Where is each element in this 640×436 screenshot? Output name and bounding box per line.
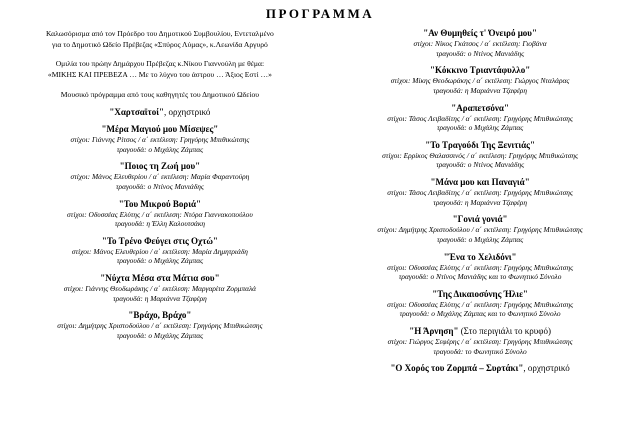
page-title: ΠΡΟΓΡΑΜΜΑ xyxy=(265,6,375,21)
song-credit: στίχοι: Τάσος Λειβαδίτης / α΄ εκτέλεση: Γρηγόρης Μπιθικώτσης xyxy=(387,113,573,123)
intro-line: για το Δημοτικό Ωδείο Πρέβεζας «Σπύρος Λύμας», κ.Λεωνίδα Αργυρό xyxy=(51,40,268,49)
song-credit: στίχοι: Δημήτρης Χριστοδούλου / α΄ εκτέλεση: Γρηγόρης Μπιθικώτσης xyxy=(57,321,263,331)
song-title-text: "Χαρτσαϊτοί" xyxy=(109,107,164,117)
song-title-text: "Κόκκινο Τριαντάφυλλο" xyxy=(430,65,531,76)
song-item xyxy=(330,252,630,282)
song-title-text: "Γονιά γονιά" xyxy=(452,214,508,225)
song-title xyxy=(330,177,630,187)
song-title xyxy=(330,252,630,262)
song-title-text: "Η Άρνηση" xyxy=(409,326,459,336)
song-credit: στίχοι: Γιάννης Θεοδωράκης / α΄ εκτέλεση: Μαργαρίτα Ζορμπαλά xyxy=(63,284,257,293)
song-title-text: "Αν Θυμηθείς τ' Όνειρό μου" xyxy=(423,28,537,38)
song-performer: τραγουδά: ο Μιχάλης Ζάμπας xyxy=(116,144,204,154)
song-item xyxy=(330,214,630,244)
song-credit: στίχοι: Νίκος Γκάτσος / α΄ εκτέλεση: Γιοβάνα xyxy=(413,39,547,48)
song-item xyxy=(10,124,310,154)
song-title xyxy=(330,103,630,113)
song-item xyxy=(330,363,630,373)
song-item xyxy=(330,65,630,95)
song-title xyxy=(330,65,630,75)
song-credit: στίχοι: Ερρίκος Θαλασσινός / α΄ εκτέλεση: Γρηγόρης Μπιθικώτσης xyxy=(382,150,579,160)
song-credit: στίχοι: Γιάννης Ρίτσος / α΄ εκτέλεση: Γρηγόρης Μπιθικώτσης xyxy=(70,135,250,144)
song-title xyxy=(330,140,630,150)
song-item xyxy=(330,28,630,58)
speech-line: Ομιλία του πρώην Δημάρχου Πρέβεζας κ.Νίκου Γιαννούλη με θέμα: xyxy=(55,59,265,68)
welcome-intro xyxy=(10,28,310,50)
right-column xyxy=(326,28,630,380)
song-title xyxy=(330,326,630,336)
song-performer: τραγουδά: το Φωνητικό Σύνολο xyxy=(433,346,527,356)
right-song-list xyxy=(330,28,630,373)
song-credit: στίχοι: Μίκης Θεοδωράκης / α΄ εκτέλεση: Γιώργος Νταλάρας xyxy=(390,76,570,86)
song-title xyxy=(10,273,310,283)
song-performer: τραγουδά: ο Μιχάλης Ζάμπας xyxy=(116,256,204,266)
song-performer: τραγουδά: ο Ντίνος Μανιάδης xyxy=(436,48,525,58)
song-credit: στίχοι: Μάνος Ελευθερίου / α΄ εκτέλεση: Μαρία Φαραντούρη xyxy=(70,172,250,182)
song-title xyxy=(10,199,310,209)
song-item xyxy=(10,107,310,117)
song-title xyxy=(10,236,310,246)
song-title-suffix: , ορχηστρικό xyxy=(523,363,570,374)
song-title-text: "Μάνα μου και Παναγιά" xyxy=(430,177,530,187)
song-performer: τραγουδά: ο Μιχάλης Ζάμπας xyxy=(436,234,524,244)
song-title-suffix: , ορχηστρικό xyxy=(164,107,211,117)
song-item xyxy=(10,310,310,340)
song-title-text: "Της Δικαιοσύνης Ήλιε" xyxy=(432,288,528,299)
song-title xyxy=(330,28,630,38)
left-song-list xyxy=(10,107,310,341)
song-title-suffix: (Στο περιγιάλι το κρυφό) xyxy=(458,326,551,336)
song-title-text: "Βράχο, Βράχο" xyxy=(128,310,192,321)
song-title xyxy=(10,310,310,320)
song-credit: στίχοι: Γιώργος Σεφέρης / α΄ εκτέλεση: Γρηγόρης Μπιθικώτσης xyxy=(387,337,573,346)
song-item xyxy=(10,236,310,266)
song-performer: τραγουδά: ο Μιχάλης Ζάμπας xyxy=(116,330,204,340)
song-title xyxy=(10,161,310,171)
song-item xyxy=(330,140,630,170)
song-performer: τραγουδά: ο Ντίνος Μανιάδης xyxy=(115,181,204,191)
song-performer: τραγουδά: η Μαριάννα Τζαφέρη xyxy=(433,197,527,207)
song-performer: τραγουδά: ο Μιχάλης Ζάμπας xyxy=(436,123,524,133)
song-item xyxy=(10,199,310,229)
song-credit: στίχοι: Οδυσσέας Ελύτης / α΄ εκτέλεση: Γρηγόρης Μπιθικώτσης xyxy=(387,262,574,272)
song-title-text: "Του Μικρού Βοριά" xyxy=(118,198,202,209)
song-title xyxy=(330,363,630,373)
song-credit: στίχοι: Οδυσσέας Ελύτης / α΄ εκτέλεση: Γρηγόρης Μπιθικώτσης xyxy=(387,299,574,309)
song-item xyxy=(10,161,310,191)
song-performer: τραγουδά: η Μαριάννα Τζαφέρη xyxy=(433,85,527,95)
speech-intro xyxy=(10,58,310,80)
song-item xyxy=(10,273,310,303)
song-title-text: "Νύχτα Μέσα στα Μάτια σου" xyxy=(100,273,220,283)
song-title-text: "Το Τραγούδι Της Ξενιτιάς" xyxy=(425,139,535,150)
song-performer: τραγουδά: η Μαριάννα Τζαφέρη xyxy=(113,293,207,303)
song-title-text: "Ο Χορός του Ζορμπά – Συρτάκι" xyxy=(390,363,524,374)
song-title xyxy=(10,107,310,117)
song-performer: τραγουδά: ο Μιχάλης Ζάμπας και το Φωνητικό Σύνολο xyxy=(399,309,561,319)
song-title-text: "Ποιος τη Ζωή μου" xyxy=(119,161,201,172)
song-item xyxy=(330,326,630,356)
song-title xyxy=(330,289,630,299)
song-item xyxy=(330,103,630,133)
song-item xyxy=(330,289,630,319)
song-item xyxy=(330,177,630,207)
program-note: Μουσικό πρόγραμμα από τους καθηγητές του Δημοτικού Ωδείου xyxy=(60,90,260,99)
song-performer: τραγουδά: η Έλλη Καλουτσάκη xyxy=(114,219,206,229)
song-credit: στίχοι: Τάσος Λειβαδίτης / α΄ εκτέλεση: Γρηγόρης Μπιθικώτσης xyxy=(387,188,573,197)
song-title-text: "Το Τρένο Φεύγει στις Οχτώ" xyxy=(101,235,218,246)
song-credit: στίχοι: Μάνος Ελευθερίου / α΄ εκτέλεση: Μαρία Δημητριάδη xyxy=(71,246,248,256)
song-performer: τραγουδά: ο Ντίνος Μανιάδης xyxy=(436,160,525,170)
song-title xyxy=(330,214,630,224)
left-column xyxy=(10,28,314,348)
song-credit: στίχοι: Δημήτρης Χριστοδούλου / α΄ εκτέλεση: Γρηγόρης Μπιθικώτσης xyxy=(377,225,583,235)
two-column-layout xyxy=(10,28,630,380)
intro-line: Καλωσόρισμα από τον Πρόεδρο του Δημοτικού Συμβουλίου, Εντεταλμένο xyxy=(45,29,274,38)
song-title-text: "Ένα το Χελιδόνι" xyxy=(443,251,517,262)
song-credit: στίχοι: Οδυσσέας Ελύτης / α΄ εκτέλεση: Ντόρα Γιαννακοπούλου xyxy=(67,209,253,219)
song-title-text: "Μέρα Μαγιού μου Μίσεψες" xyxy=(101,124,219,134)
song-title xyxy=(10,124,310,134)
song-performer: τραγουδά: ο Ντίνος Μανιάδης και το Φωνητικό Σύνολο xyxy=(398,272,562,282)
song-title-text: "Αραπετσόνα" xyxy=(451,102,509,113)
speech-line: «ΜΙΚΗΣ ΚΑΙ ΠΡΕΒΕΖΑ … Με το λύχνο του άστρου … Άξιος Εστί …» xyxy=(47,70,272,79)
